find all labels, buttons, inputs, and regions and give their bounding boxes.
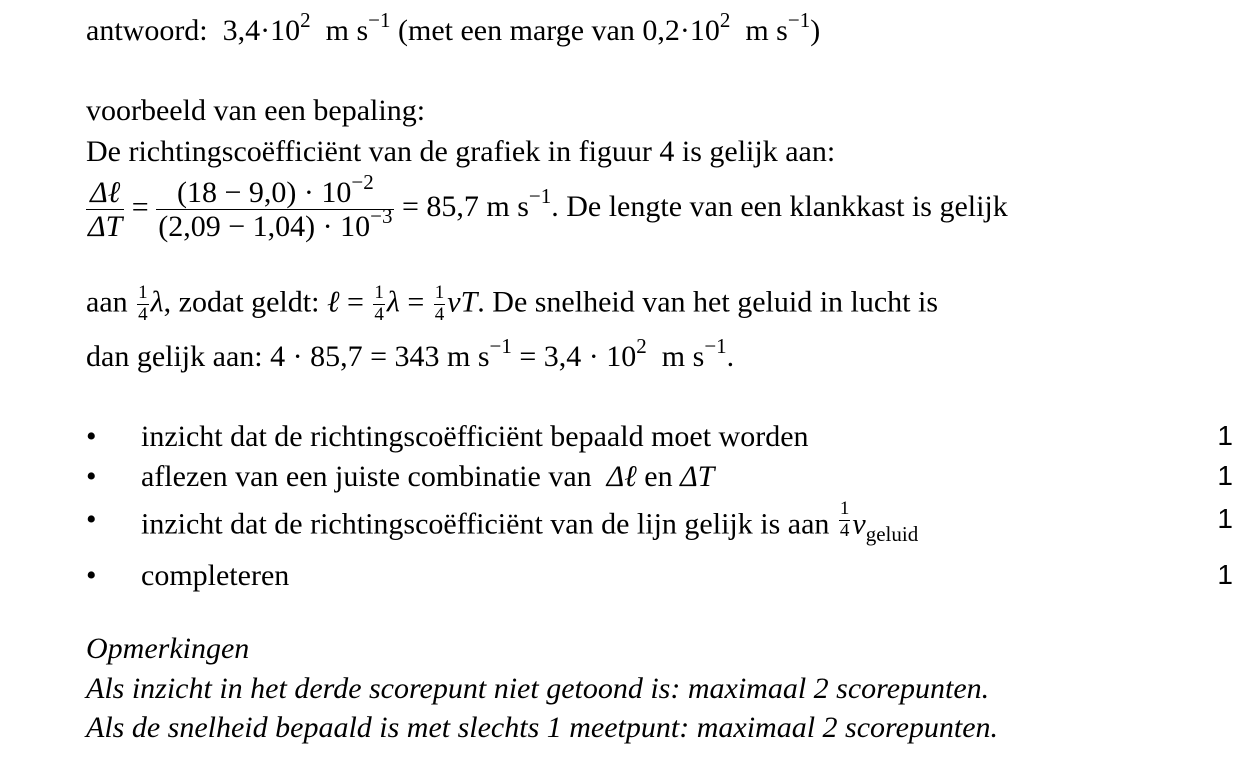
bullet-icon: • [86,460,97,493]
wavelength-line: aan $\frac{1}{4}$ λ, zodat geldt: ℓ = $\frac{1}{4}$ λ = $\frac{1}{4}$ vT. De snelheid van het geluid in lucht is [86,282,939,325]
quarter-fraction-2: $\frac{1}{4}$ [374,282,384,325]
fraction-delta-l-over-delta-t: $\frac{\text{Δℓ}}{\Delta T}$ [88,176,123,243]
remarks-heading: Opmerkingen [86,632,250,665]
equation-result: = 85,7 m $s^{-1}$. De lengte van een klankkast is gelijk [401,184,1008,224]
remark-2: Als de snelheid bepaald is met slechts 1 meetpunt: maximaal 2 scorepunten. [86,711,999,744]
example-heading: voorbeeld van een bepaling: [86,94,426,127]
remark-1: Als inzicht in het derde scorepunt niet getoond is: maximaal 2 scorepunten. [86,672,990,705]
bullet-icon: • [86,503,97,536]
bullet-icon: • [86,559,97,592]
fraction-numeric: $\frac{(18 - 9,0) \cdot 10^{-2}}{(2,09 - 1,04) \cdot 10^{-3}}$ [158,170,393,243]
quarter-fraction-3: $\frac{1}{4}$ [434,282,445,325]
equals-sign: = [131,190,149,224]
answer-line [86,8,821,47]
speed-result-line: dan gelijk aan: 4 · 85,7 = 343 m $s^{-1} = 3,4 \cdot 10^2$ m $s^{-1}$. [86,334,735,373]
quarter-fraction: $\frac{1}{4}$ [138,282,148,325]
score-item-2 [86,462,1243,496]
score-item-text: inzicht dat de richtingscoëfficiënt van de lijn gelijk is aan $\frac{1}{4}$ $v_{geluid}$ [141,498,919,547]
answer-prefix: antwoord: [86,14,208,47]
score-item-text: completeren [141,559,290,592]
score-value: 1 [1217,460,1233,491]
score-value: 1 [1217,559,1233,590]
score-item-3 [86,498,1243,547]
quarter-fraction-4: $\frac{1}{4}$ [839,498,850,541]
example-intro: De richtingscoëfficiënt van de grafiek in figuur 4 is gelijk aan: [86,135,836,168]
score-item-text: inzicht dat de richtingscoëfficiënt bepaald moet worden [141,420,809,453]
score-item-4 [86,561,1243,595]
score-value: 1 [1217,420,1233,451]
answer-value: $3,4\cdot 10^2$ m $s^{-1}$ [222,8,391,47]
score-value: 1 [1217,503,1233,534]
answer-margin: (met een marge van $0,2\cdot 10^2$ m $s^{-1}$) [398,8,821,47]
bullet-icon: • [86,420,97,453]
equation-line [86,170,1008,243]
score-item-text: aflezen van een juiste combinatie van Δℓ en ΔT [141,460,715,493]
score-item-1 [86,422,1243,456]
